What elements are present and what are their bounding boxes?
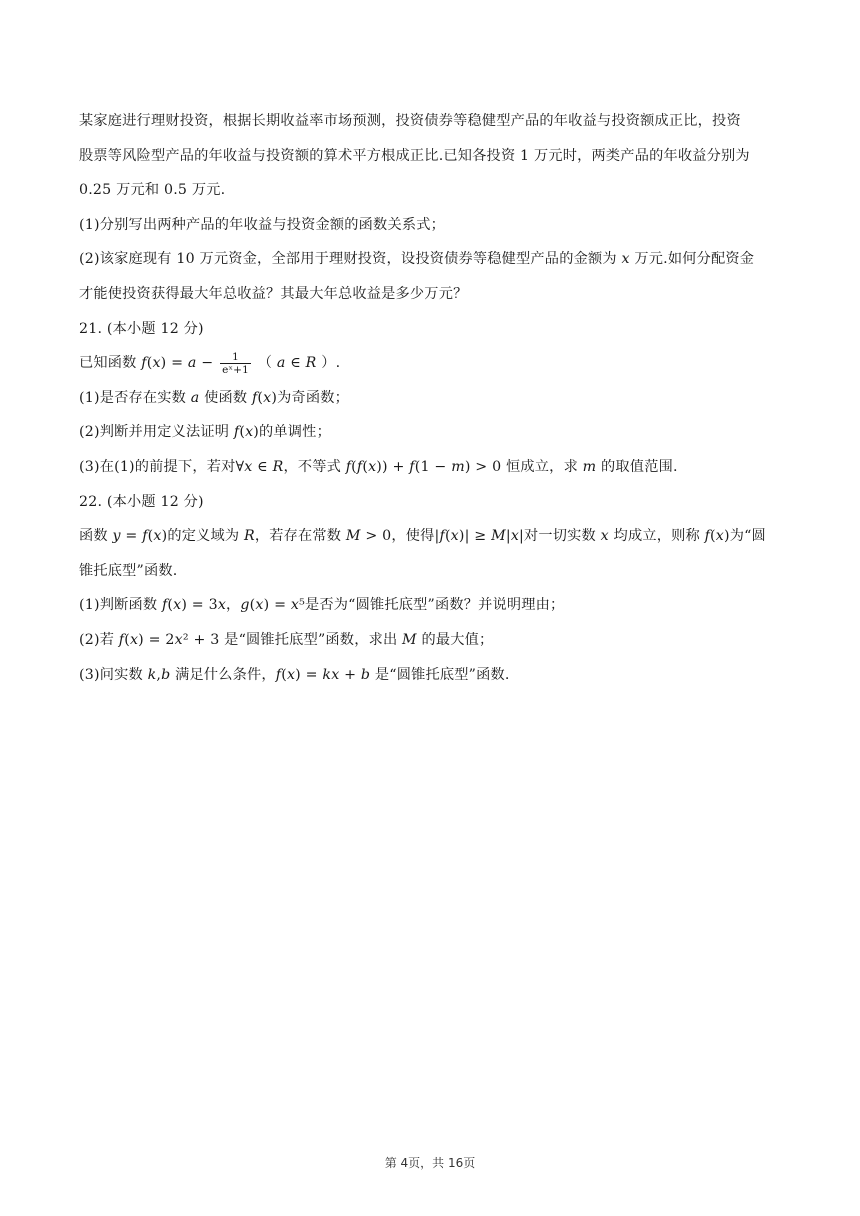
document-page bbox=[79, 104, 781, 692]
problem21-question2: (2)判断并用定义法证明 𝑓(𝑥)的单调性； bbox=[79, 424, 331, 441]
problem21-header: 21. (本小题 12 分) bbox=[79, 320, 204, 337]
problem22-header: 22. (本小题 12 分) bbox=[79, 493, 204, 510]
problem20-question2-line1: (2)该家庭现有 10 万元资金，全部用于理财投资，设投资债券等稳健型产品的金额为 𝑥 万元.如何分配资金 bbox=[79, 251, 755, 268]
problem20-question1: (1)分别写出两种产品的年收益与投资金额的函数关系式； bbox=[79, 216, 445, 233]
problem20-question2-line2: 才能使投资获得最大年总收益？其最大年总收益是多少万元？ bbox=[79, 285, 468, 302]
problem20-text-line3: 0.25 万元和 0.5 万元. bbox=[79, 182, 226, 199]
problem21-question1: (1)是否存在实数 𝑎 使函数 𝑓(𝑥)为奇函数； bbox=[79, 389, 350, 406]
problem22-question3: (3)问实数 𝑘,𝑏 满足什么条件，𝑓(𝑥) = 𝑘𝑥 + 𝑏 是“圆锥托底型”函数. bbox=[79, 666, 510, 683]
problem22-statement-line1: 函数 𝑦 = 𝑓(𝑥)的定义域为 𝑅，若存在常数 𝑀 > 0，使得|𝑓(𝑥)| ≥ 𝑀|𝑥|对一切实数 𝑥 均成立，则称 𝑓(𝑥)为“圆 bbox=[79, 528, 766, 545]
problem21-statement bbox=[79, 346, 781, 381]
fraction bbox=[220, 351, 251, 376]
fraction-denominator: eˣ+1 bbox=[222, 363, 250, 376]
problem20-text-line1: 某家庭进行理财投资，根据长期收益率市场预测，投资债券等稳健型产品的年收益与投资额成正比，投资 bbox=[79, 113, 741, 129]
fraction-numerator: 1 bbox=[220, 351, 251, 364]
problem21-question3: (3)在(1)的前提下，若对∀𝑥 ∈ 𝑅，不等式 𝑓(𝑓(𝑥)) + 𝑓(1 − 𝑚) > 0 恒成立，求 𝑚 的取值范围. bbox=[79, 458, 678, 475]
problem21-statement-prefix: 已知函数 𝑓(𝑥) = 𝑎 − bbox=[79, 355, 214, 372]
problem21-statement-suffix: （ 𝑎 ∈ 𝑅 ）. bbox=[257, 355, 341, 372]
problem22-question2: (2)若 𝑓(𝑥) = 2𝑥² + 3 是“圆锥托底型”函数，求出 𝑀 的最大值； bbox=[79, 631, 494, 648]
problem22-question1: (1)判断函数 𝑓(𝑥) = 3𝑥，𝑔(𝑥) = 𝑥⁵是否为“圆锥托底型”函数？并说明理由； bbox=[79, 597, 565, 614]
page-footer: 第 4页，共 16页 bbox=[384, 1156, 476, 1170]
problem20-text-line2: 股票等风险型产品的年收益与投资额的算术平方根成正比.已知各投资 1 万元时，两类产品的年收益分别为 bbox=[79, 147, 750, 164]
problem22-statement-line2: 锥托底型”函数. bbox=[79, 562, 178, 579]
